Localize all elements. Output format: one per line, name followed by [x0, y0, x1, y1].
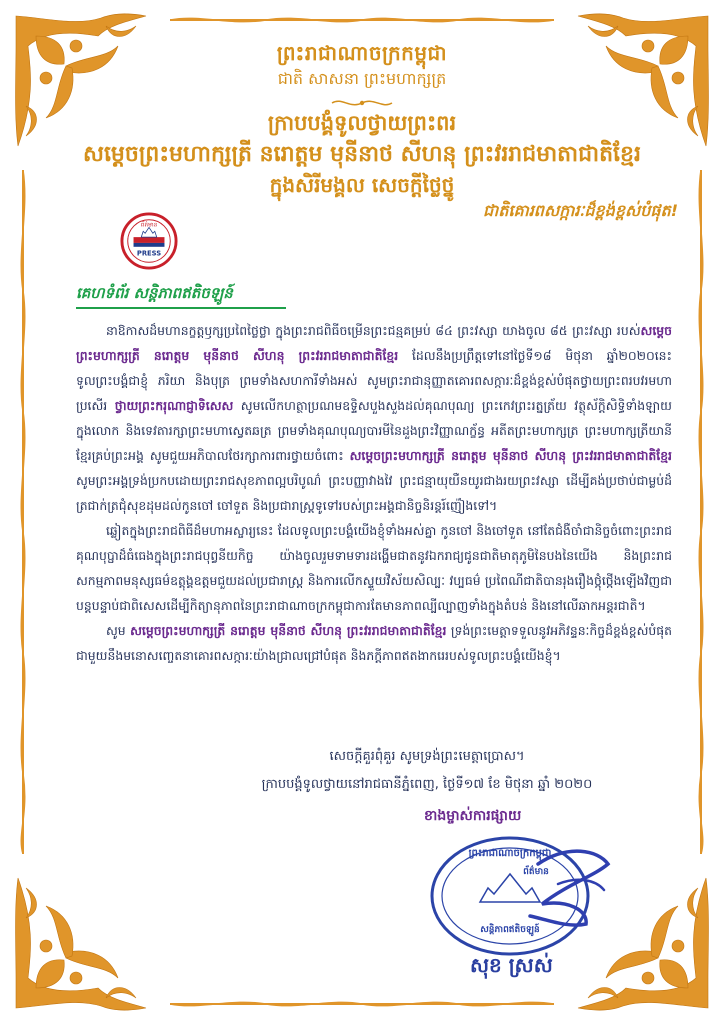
- bottom-border-ornament-icon: [170, 996, 554, 1012]
- blessing-subheading: ក្នុងសិរីមង្គល សេចក្ដីថ្លៃថ្នូ: [269, 173, 455, 197]
- logo-press-text: PRESS: [136, 249, 162, 258]
- signer-name: សុខ ស្រស់: [470, 953, 553, 977]
- paragraph-2: ឆ្លៀតក្នុងព្រះរាជពិធីដ៏មហាអស្ចារ្យនេះ ដែលទូលព្រះបង្គំយើងខ្ញុំទាំងអស់គ្នា កូនចៅ និងចៅទួត នៅតែជំងឺចាំជានិច្ចចំពោះព្រះរាជគុណបុប្ផាដ៏ធំធេងក្នុងព្រះរាជបុព្វនីយកិច្ច យ៉ាងចូលរួមទាមទារដង្ហើមជាតនូវឯករាជ្យជូនជាតិមាតុភូមិនៃបងនៃយើង និងព្រះរាជសកម្មភាពមនុស្សធម៌ឧត្តុង្គឧត្តមជួយដល់ប្រជារាស្ត្រ និងការលើកស្ទួយវិស័យសិល្បៈ វប្បធម៌ ប្រពៃណីជាតិបានរុងរឿងថ្កុំថ្កើងឡើងវិញជាបន្តបន្ទាប់ជាពិសេសដើម្បីកិត្យានុភាពនៃព្រះរាជាណាចក្រកម្ពុជាការតែមានភាពល្បីល្បាញទាំងក្នុងតំបន់ និងនៅលើឆាកអន្តរជាតិ។: [76, 523, 672, 613]
- blessing-heading: ក្រាបបង្គំទូលថ្វាយព្រះពរ: [267, 111, 457, 135]
- top-border-ornament-icon: [170, 12, 554, 28]
- sender-name: គេហទំព័រ សន្តិភាពឥតិចឡូន៍: [76, 284, 233, 302]
- kingdom-title: ព្រះរាជាណាចក្រកម្ពុជា: [276, 41, 448, 65]
- letter-body: [76, 318, 672, 668]
- sender-underline: [76, 307, 286, 309]
- signer-title: ខាងម្ចាស់ការផ្សាយ: [424, 808, 522, 824]
- divider-ornament-icon: [330, 94, 394, 106]
- logo-top-text: ព័ត៌មាន: [140, 222, 158, 229]
- press-logo: [120, 212, 178, 270]
- stamp-top-text: ព្រះរាជាណាចក្រកម្ពុជា: [468, 848, 552, 859]
- queen-mother-name: សម្តេចព្រះមហាក្សត្រី នរោត្តម មុនីនាថ សីហនុ ព្រះវររាជមាតាជាតិខ្មែរ: [349, 448, 672, 463]
- respect-wish: ជាតិគោរពសក្ការៈដ៏ខ្ពង់ខ្ពស់បំផុត!: [483, 201, 678, 220]
- nation-motto: ជាតិ សាសនា ព្រះមហាក្សត្រ: [277, 69, 447, 88]
- place-date: ក្រាបបង្គំទូលថ្វាយនៅរាជធានីភ្នំពេញ, ថ្ងៃទី១៧ ខែ មិថុនា ឆ្នាំ ២០២០: [261, 777, 593, 792]
- stamp-mid-text: ព័ត៌មាន: [523, 867, 549, 877]
- corner-ornament-icon: [6, 868, 156, 1018]
- blessing-phrase: ថ្វាយព្រះករុណាជ្ញាទិសេស: [114, 398, 234, 413]
- queen-mother-name: សម្តេចព្រះមហាក្សត្រី នរោត្តម មុនីនាថ សីហនុ ព្រះវររាជមាតាជាតិខ្មែរ: [130, 623, 447, 638]
- paragraph-3: សូម សម្តេចព្រះមហាក្សត្រី នរោត្តម មុនីនាថ សីហនុ ព្រះវររាជមាតាជាតិខ្មែរ ទ្រង់ព្រះមេត្តាទទួលនូវអភិវន្ទនៈកិច្ចដ៏ខ្ពង់ខ្ពស់បំផុតជាមួយនឹងមនោសញ្ចេតនាគោរពសក្ការៈយ៉ាងជ្រាលជ្រៅបំផុត និងភក្តីភាពឥតងាករេរបស់ទូលព្រះបង្គំយើងខ្ញុំ។: [76, 623, 672, 663]
- queen-mother-name: សម្តេចព្រះមហាក្សត្រី នរោត្តម មុនីនាថ សីហនុ ព្រះវររាជមាតាជាតិខ្មែរ: [76, 323, 672, 363]
- closing-phrase: សេចក្ដីគួរពុំគួរ សូមទ្រង់ព្រះមេត្តាប្រោស។: [329, 749, 525, 764]
- stamp-bottom-text: សន្តិភាពឥតិចឡូន៍: [480, 925, 540, 935]
- paragraph-1: នាឱកាសដ៏មហានក្ខត្តឫក្សប្រពៃថ្លៃថ្លា ក្នុងព្រះរាជពិធីចម្រើនព្រះជន្មគម្រប់ ៨៤ ព្រះវស្សា យាងចូល ៨៥ ព្រះវស្សា របស់សម្តេចព្រះមហាក្សត្រី នរោត្តម មុនីនាថ សីហនុ ព្រះវររាជមាតាជាតិខ្មែរ ដែលនឹងប្រព្រឹត្តទៅនៅថ្ងៃទី១៨ មិថុនា ឆ្នាំ២០២០នេះ ទូលព្រះបង្គំជាខ្ញុំ ភរិយា និងបុត្រ ព្រមទាំងសហការីទាំងអស់ សូមព្រះរាជានុញ្ញាតគោរពសក្ការៈដ៏ខ្ពង់ខ្ពស់បំផុតថ្វាយព្រះពរបវរមហាប្រសើរ ថ្វាយព្រះករុណាជ្ញាទិសេស សូមលើកហត្ថាប្រណមឧទ្ទិសបួងសួងដល់គុណបុណ្យ ព្រះកេវព្រះរត្នត្រ័យ វត្ថុស័ក្តិសិទ្ធិទាំងឡាយក្នុងលោក និងទេវតារក្សាព្រះមហាស្វេតឆត្រ ព្រមទាំងគុណបុណ្យបារមីនៃដួងព្រះវិញ្ញាណក្ខ័ន្ធ អតីតព្រះមហាក្សត្រ ព្រះមហាក្សត្រីយានីខ្មែរគ្រប់ព្រះអង្គ សូមជួយអភិបាលថែរក្សាការពារថ្វាយចំពោះ សម្តេចព្រះមហាក្សត្រី នរោត្តម មុនីនាថ សីហនុ ព្រះវររាជមាតាជាតិខ្មែរ សូមព្រះអង្គទ្រង់ប្រកបដោយព្រះរាជសុខភាពល្អបរិបូណ៌ ព្រះបញ្ញាវាងវៃ ព្រះជន្មាយុយឺនយូរជាងរយព្រះវស្សា ដើម្បីគង់ប្រថាប់ជាម្លប់ដ៏ត្រជាក់ត្រជុំសុខដុមដល់កូនចៅ ចៅទួត និងប្រជារាស្ត្រទូទៅរបស់ព្រះអង្គជានិច្ចនិរន្តរ៍ញ៉ៀងទៅ។: [76, 323, 672, 513]
- queen-mother-title: សម្តេចព្រះមហាក្សត្រី នរោត្តម មុនីនាថ សីហនុ ព្រះវររាជមាតាជាតិខ្មែរ: [83, 142, 641, 167]
